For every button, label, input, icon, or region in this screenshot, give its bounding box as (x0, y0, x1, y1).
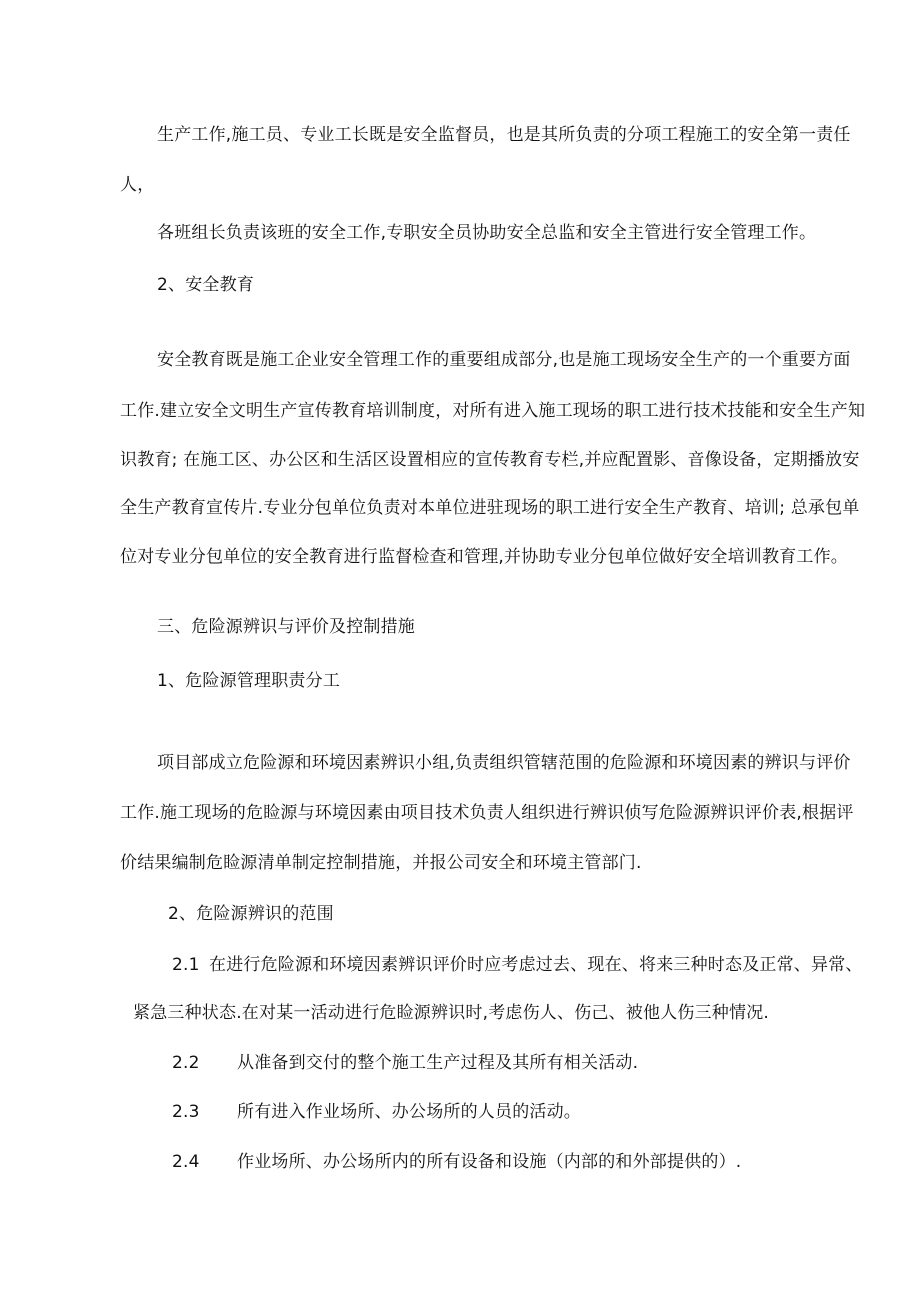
item-2-1-number: 2.1 (172, 955, 200, 975)
para1-line1: 生产工作,施工员、专业工长既是安全监督员，也是其所负责的分项工程施工的安全第一责任 (157, 125, 851, 145)
item-2-4-text: 作业场所、办公场所内的所有设备和设施（内部的和外部提供的）. (237, 1152, 742, 1172)
para4-line2: 工作.施工现场的危睑源与环境因素由项目技术负责人组织进行辨识侦写危险源辨识评价表,根据评 (120, 803, 854, 823)
item-2-2-number: 2.2 (172, 1053, 200, 1073)
item-2-1-line1: 在进行危险源和环境因素辨识评价时应考虑过去、现在、将来三种时态及正常、异常、 (209, 955, 863, 975)
para3-line5: 位对专业分包单位的安全教育进行监督检查和管理,并协助专业分包单位做好安全培训教育工作。 (120, 547, 849, 567)
item-2-3-number: 2.3 (172, 1102, 200, 1122)
heading-hazard-scope: 2、危险源辨识的范围 (168, 904, 334, 924)
para2-line1: 各班组长负责该班的安全工作,专职安全员协助安全总监和安全主管进行安全管理工作。 (157, 223, 817, 243)
para3-line2: 工作.建立安全文明生产宣传教育培训制度，对所有进入施工现场的职工进行技术技能和安全生产知 (120, 401, 866, 421)
heading-section3: 三、危险源辨识与评价及控制措施 (157, 617, 415, 637)
para4-line1: 项目部成立危险源和环境因素辨识小组,负责组织管辖范围的危险源和环境因素的辨识与评价 (157, 753, 851, 773)
para3-line3: 识教育; 在施工区、办公区和生活区设置相应的宣传教育专栏,并应配置影、音像设备，定期播放安 (120, 450, 860, 470)
para3-line1: 安全教育既是施工企业安全管理工作的重要组成部分,也是施工现场安全生产的一个重要方面 (157, 350, 851, 370)
para3-line4: 全生产教育宣传片.专业分包单位负责对本单位进驻现场的职工进行安全生产教育、培训; 总承包单 (120, 498, 860, 518)
para1-line2: 人， (120, 175, 155, 195)
item-2-1-line2: 紧急三种状态.在对某一活动进行危睑源辨识时,考虑伤人、伤己、被他人伤三种情况. (133, 1003, 770, 1023)
item-2-4-number: 2.4 (172, 1152, 200, 1172)
heading-hazard-duties: 1、危险源管理职责分工 (157, 671, 341, 691)
para4-line3: 价结果编制危睑源清单制定控制措施，并报公司安全和环境主管部门. (120, 853, 642, 873)
heading-safety-education: 2、安全教育 (157, 275, 255, 295)
item-2-2-text: 从准备到交付的整个施工生产过程及其所有相关活动. (237, 1053, 639, 1073)
item-2-3-text: 所有进入作业场所、办公场所的人员的活动。 (237, 1102, 581, 1122)
